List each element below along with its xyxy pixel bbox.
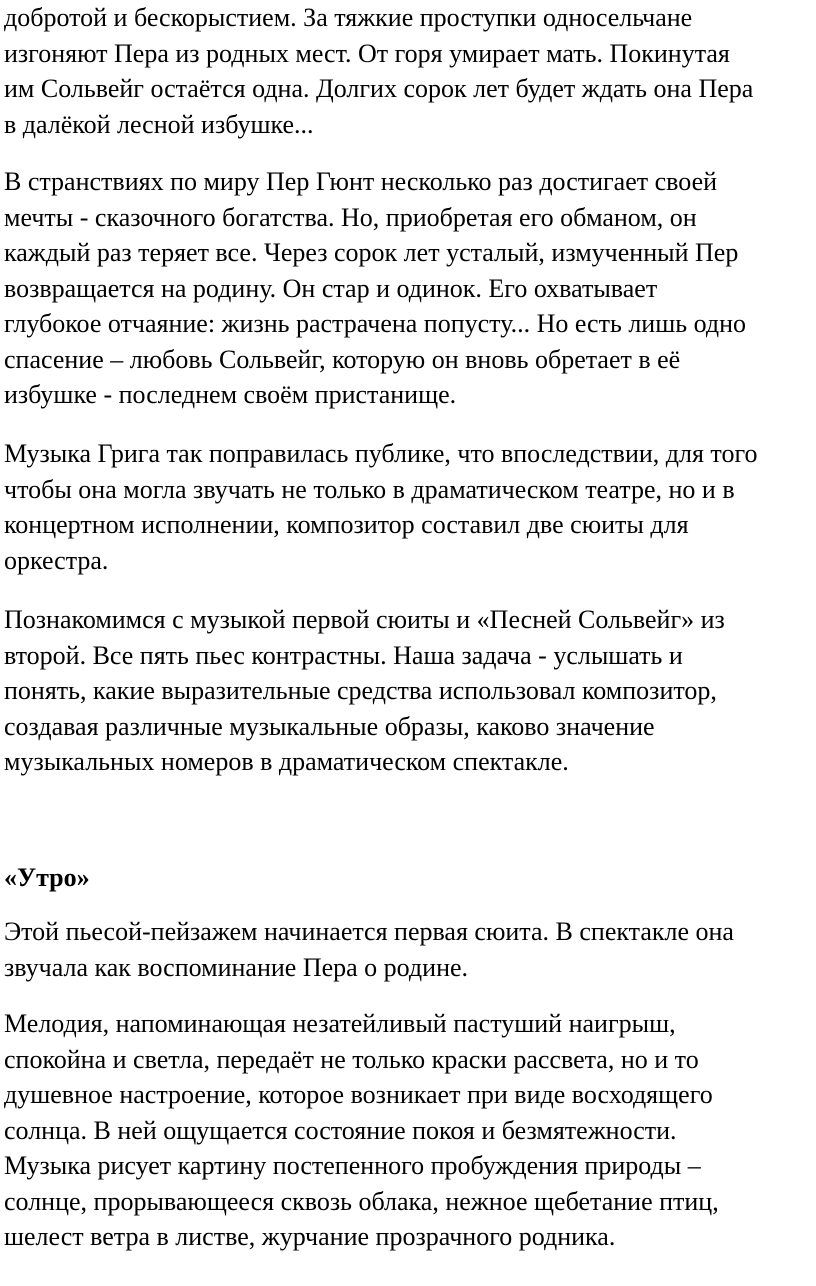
paragraph-wanderings <box>4 164 814 413</box>
text-line: спокойна и светла, передаёт не только краски рассвета, но и то <box>4 1044 699 1074</box>
text-line: солнца. В ней ощущается состояние покоя и безмятежности. <box>4 1115 677 1145</box>
text-line: музыкальных номеров в драматическом спектакле. <box>4 747 569 776</box>
paragraph-grieg-music <box>4 436 814 578</box>
text-line: чтобы она могла звучать не только в драматическом театре, но и в <box>4 474 735 504</box>
text-line: концертном исполнении, композитор составил две сюиты для <box>4 510 689 539</box>
text-line: шелест ветра в листве, журчание прозрачного родника. <box>4 1222 616 1251</box>
text-line: Музыка Грига так поправилась публике, что впоследствии, для того <box>4 439 758 468</box>
text-line: спасение – любовь Сольвейг, которую он вновь обретает в её <box>4 344 681 374</box>
paragraph-melody <box>4 1006 814 1255</box>
text-line: звучала как воспоминание Пера о родине. <box>4 952 469 982</box>
text-line: избушке - последнем своём пристанище. <box>4 380 457 409</box>
text-line: оркестра. <box>4 545 109 575</box>
text-line: Мелодия, напоминающая незатейливый пастуший наигрыш, <box>4 1009 676 1038</box>
paragraph-exile <box>4 0 814 142</box>
paragraph-morning-intro <box>4 914 814 985</box>
text-line: Музыка рисует картину постепенного пробуждения природы – <box>4 1151 701 1180</box>
text-line: душевное настроение, которое возникает при виде восходящего <box>4 1080 713 1109</box>
text-line: создавая различные музыкальные образы, каково значение <box>4 711 655 741</box>
text-line: глубокое отчаяние: жизнь растрачена попусту... Но есть лишь одно <box>4 309 746 338</box>
text-line: Этой пьесой-пейзажем начинается первая сюита. В спектакле она <box>4 917 734 946</box>
text-line: им Сольвейг остаётся одна. Долгих сорок лет будет ждать она Пера <box>4 74 754 103</box>
text-line: добротой и бескорыстием. За тяжкие проступки односельчане <box>4 3 693 32</box>
text-line: в далёкой лесной избушке... <box>4 109 314 139</box>
paragraph-first-suite <box>4 602 814 780</box>
heading-text: «Утро» <box>4 863 90 892</box>
text-line: понять, какие выразительные средства использовал композитор, <box>4 676 717 705</box>
text-line: второй. Все пять пьес контрастны. Наша задача - услышать и <box>4 640 683 670</box>
text-line: мечты - сказочного богатства. Но, приобретая его обманом, он <box>4 202 697 232</box>
section-heading-morning <box>4 860 814 896</box>
text-line: каждый раз теряет все. Через сорок лет усталый, измученный Пер <box>4 238 739 267</box>
text-line: изгоняют Пера из родных мест. От горя умирает мать. Покинутая <box>4 38 730 68</box>
text-line: возвращается на родину. Он стар и одинок. Его охватывает <box>4 273 658 303</box>
text-line: солнце, прорывающееся сквозь облака, нежное щебетание птиц, <box>4 1186 719 1216</box>
text-line: Познакомимся с музыкой первой сюиты и «Песней Сольвейг» из <box>4 605 725 634</box>
text-line: В странствиях по миру Пер Гюнт несколько раз достигает своей <box>4 167 718 196</box>
